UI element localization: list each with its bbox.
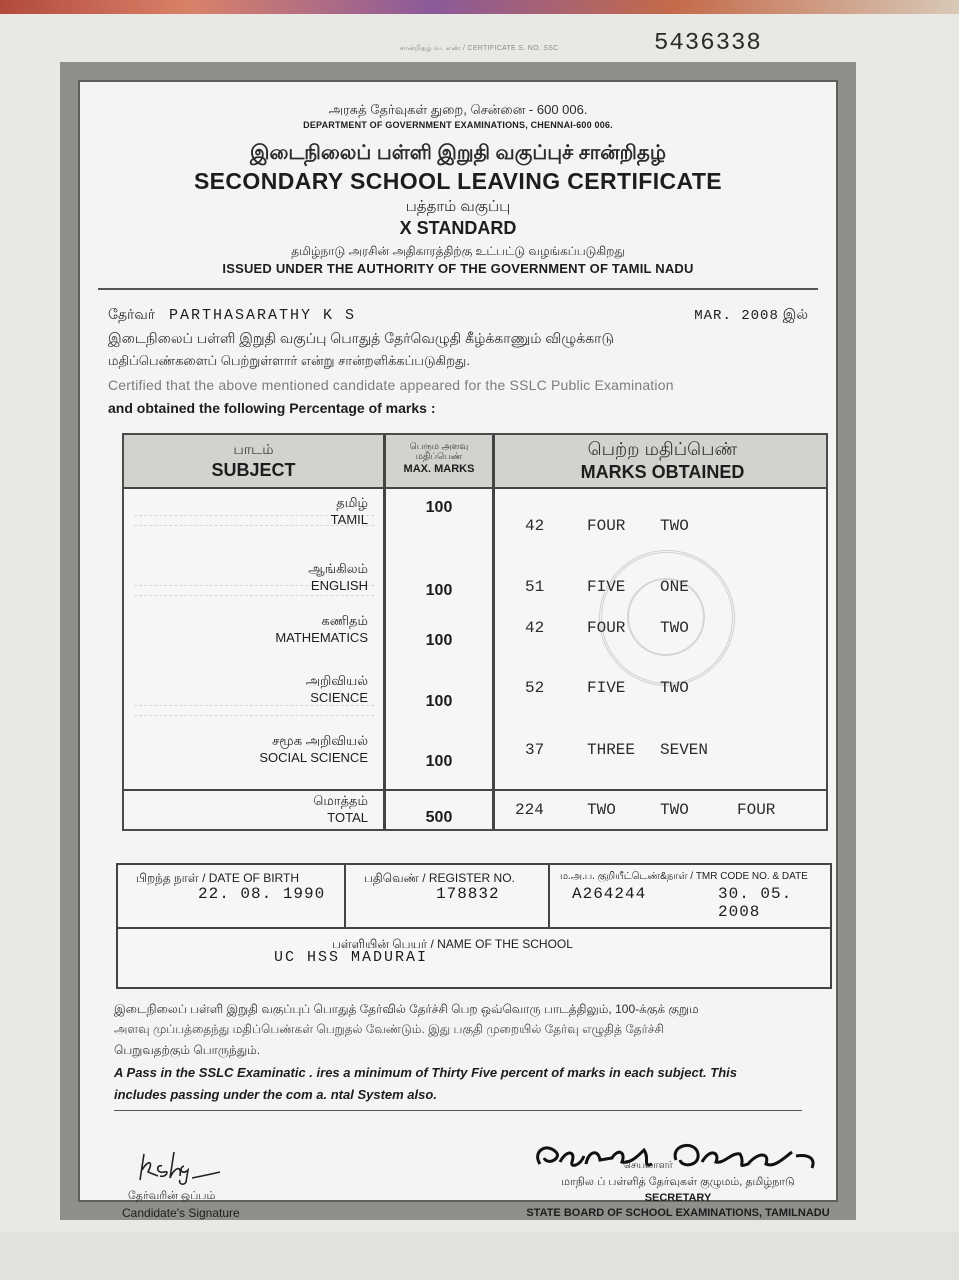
subject-tamil: ஆங்கிலம் (308, 561, 368, 576)
certify-english-1: Certified that the above mentioned candidate appeared for the SSLC Public Examination (108, 377, 674, 393)
max-marks-header (386, 441, 492, 475)
subject-cell (124, 673, 368, 705)
certify-english-2: and obtained the following Percentage of marks : (108, 400, 436, 416)
standard: X STANDARD (399, 218, 517, 238)
exam-suffix: இல் (782, 306, 808, 322)
total-tamil: மொத்தம் (313, 793, 368, 808)
total-max-marks: 500 (425, 809, 453, 826)
column-divider (492, 435, 495, 829)
subject-name: SCIENCE (310, 690, 368, 705)
watermark-wave (134, 715, 374, 716)
watermark-wave (134, 705, 374, 706)
max-marks-cell: 100 (425, 753, 453, 770)
marks-word-2: SEVEN (660, 741, 709, 759)
dob-label: பிறந்த நாள் / DATE OF BIRTH (136, 871, 299, 885)
school-cell (118, 927, 830, 989)
marks-word-1: THREE (587, 741, 636, 759)
max-header-tamil-1: பெரும அளவு (409, 441, 469, 451)
candidate-signature-tamil: தேர்வரின் ஒப்பம் (128, 1190, 216, 1202)
max-marks-cell: 100 (425, 632, 453, 649)
certify-tamil-1: இடைநிலைப் பள்ளி இறுதி வகுப்பு பொதுத் தேர்வெழுதி கீழ்க்காணும் விழுக்காடு (108, 330, 614, 346)
certificate-frame (60, 62, 856, 1220)
tmr-cell (550, 865, 830, 927)
subject-header-english: SUBJECT (211, 460, 296, 480)
standard-tamil: பத்தாம் வகுப்பு (405, 198, 511, 215)
certificate-serial-number: 5436338 (654, 30, 762, 57)
marks-word-2: ONE (660, 578, 689, 596)
subject-name: TAMIL (330, 512, 368, 527)
candidate-signature-label: Candidate's Signature (122, 1206, 240, 1220)
marks-word-1: FOUR (587, 517, 626, 535)
authority: ISSUED UNDER THE AUTHORITY OF THE GOVERNMENT OF TAMIL NADU (222, 261, 694, 276)
marks-word-1: TWO (587, 801, 616, 819)
marks-number: 42 (525, 619, 545, 637)
table-surface (0, 1232, 959, 1280)
marks-word-2: TWO (660, 801, 689, 819)
marks-word-1: FIVE (587, 578, 626, 596)
candidate-line (108, 306, 808, 325)
official-seal-watermark (599, 550, 735, 686)
candidate-signature (122, 1146, 252, 1186)
certificate-body (98, 98, 830, 1220)
subject-tamil: சமூக அறிவியல் (272, 733, 368, 748)
subject-cell (124, 793, 368, 825)
marks-word-3: FOUR (737, 801, 776, 819)
max-marks-cell: 100 (425, 693, 453, 710)
certify-tamil-2: மதிப்பெண்களைப் பெற்றுள்ளார் என்று சான்றளிக்கப்படுகிறது. (108, 353, 470, 368)
header-divider (98, 288, 818, 290)
subject-cell (124, 495, 368, 527)
exam-session (694, 306, 808, 325)
marks-number: 52 (525, 679, 545, 697)
max-marks-cell: 100 (425, 499, 453, 516)
board-tamil: மாநில ப் பள்ளித் தேர்வுகள் குழுமம், தமிழ்நாடு (561, 1176, 795, 1188)
subject-header-tamil: பாடம் (233, 441, 274, 457)
subject-name: SOCIAL SCIENCE (259, 750, 368, 765)
total-divider (124, 789, 826, 791)
marks-word-2: TWO (660, 619, 689, 637)
pass-note-tamil-3: பெறுவதற்கும் பொருந்தும். (114, 1043, 261, 1057)
marks-number: 37 (525, 741, 545, 759)
max-marks-cell: 100 (425, 582, 453, 599)
exam-date: MAR. 2008 (694, 308, 779, 324)
watermark-wave (134, 595, 374, 596)
pass-note-english-2: includes passing under the com a. ntal System also. (114, 1087, 437, 1102)
register-value: 178832 (436, 885, 500, 903)
secretary-tamil: செயலாளர் (623, 1160, 673, 1171)
subject-cell (124, 613, 368, 645)
certificate-title: SECONDARY SCHOOL LEAVING CERTIFICATE (193, 168, 723, 194)
dept-name: DEPARTMENT OF GOVERNMENT EXAMINATIONS, CHENNAI-600 006. (303, 120, 613, 130)
pass-note-english-1: A Pass in the SSLC Examinatic . ires a minimum of Thirty Five percent of marks in each subject. This (114, 1065, 737, 1080)
marks-number: 42 (525, 517, 545, 535)
title-tamil: இடைநிலைப் பள்ளி இறுதி வகுப்புச் சான்றிதழ் (250, 142, 666, 164)
subject-tamil: அறிவியல் (305, 673, 368, 688)
obtained-header-english: MARKS OBTAINED (580, 462, 745, 482)
dob-value: 22. 08. 1990 (198, 885, 326, 903)
board-name: STATE BOARD OF SCHOOL EXAMINATIONS, TAMILNADU (526, 1207, 830, 1219)
obtained-header-tamil: பெற்ற மதிப்பெண் (587, 439, 738, 459)
register-label: பதிவெண் / REGISTER NO. (364, 871, 515, 885)
subject-cell (124, 561, 368, 593)
total-marks-number: 224 (515, 801, 544, 819)
marks-table (122, 433, 828, 831)
serial-label: சான்றிதழ் வ. எண் / CERTIFICATE S. NO. SSC (400, 45, 559, 52)
notes-divider (114, 1110, 802, 1111)
school-value: UC HSS MADURAI (274, 949, 429, 966)
marks-obtained-header (495, 439, 830, 483)
total-label: TOTAL (327, 810, 368, 825)
subject-tamil: தமிழ் (336, 495, 368, 510)
subject-name: MATHEMATICS (275, 630, 368, 645)
marks-word-1: FIVE (587, 679, 626, 697)
marks-table-header (124, 435, 826, 489)
subject-header (124, 441, 383, 481)
marks-number: 51 (525, 578, 545, 596)
candidate-info-table (116, 863, 832, 989)
marks-word-1: FOUR (587, 619, 626, 637)
tmr-label: ம.அ.ப. குறியீட்டெண்&நாள் / TMR CODE NO. & DATE (560, 871, 808, 882)
background-photo-strip (0, 0, 959, 14)
candidate-name: PARTHASARATHY K S (168, 307, 357, 324)
candidate-prefix: தேர்வர் (108, 306, 156, 322)
subject-cell (124, 733, 368, 765)
subject-name: ENGLISH (310, 578, 368, 593)
register-cell (346, 865, 550, 927)
max-header-english: MAX. MARKS (403, 463, 475, 475)
marks-word-2: TWO (660, 517, 689, 535)
secretary-label: SECRETARY (644, 1192, 712, 1204)
school-label: பள்ளியின் பெயர் / NAME OF THE SCHOOL (332, 937, 573, 951)
marks-word-2: TWO (660, 679, 689, 697)
pass-note-tamil-1: இடைநிலைப் பள்ளி இறுதி வகுப்புப் பொதுத் தேர்வில் தேர்ச்சி பெற ஒவ்வொரு பாடத்திலும், 100-க்குக் குறும (114, 1002, 699, 1016)
tmr-code-value: A264244 (572, 885, 647, 903)
max-header-tamil-2: மதிப்பெண் (415, 451, 463, 461)
secretary-signature (526, 1134, 836, 1180)
dob-cell (118, 865, 346, 927)
authority-tamil: தமிழ்நாடு அரசின் அதிகாரத்திற்கு உட்பட்டு வழங்கப்படுகிறது (291, 244, 625, 258)
dept-tamil: அரசுத் தேர்வுகள் துறை, சென்னை - 600 006. (328, 102, 588, 117)
tmr-date-value: 30. 05. 2008 (718, 885, 793, 921)
pass-note-tamil-2: அளவு முப்பத்தைந்து மதிப்பெண்கள் பெறுதல் வேண்டும். இது பகுதி முறையில் தேர்வு எழுதித் தேர்ச்சி (114, 1022, 664, 1036)
subject-tamil: கணிதம் (321, 613, 368, 628)
